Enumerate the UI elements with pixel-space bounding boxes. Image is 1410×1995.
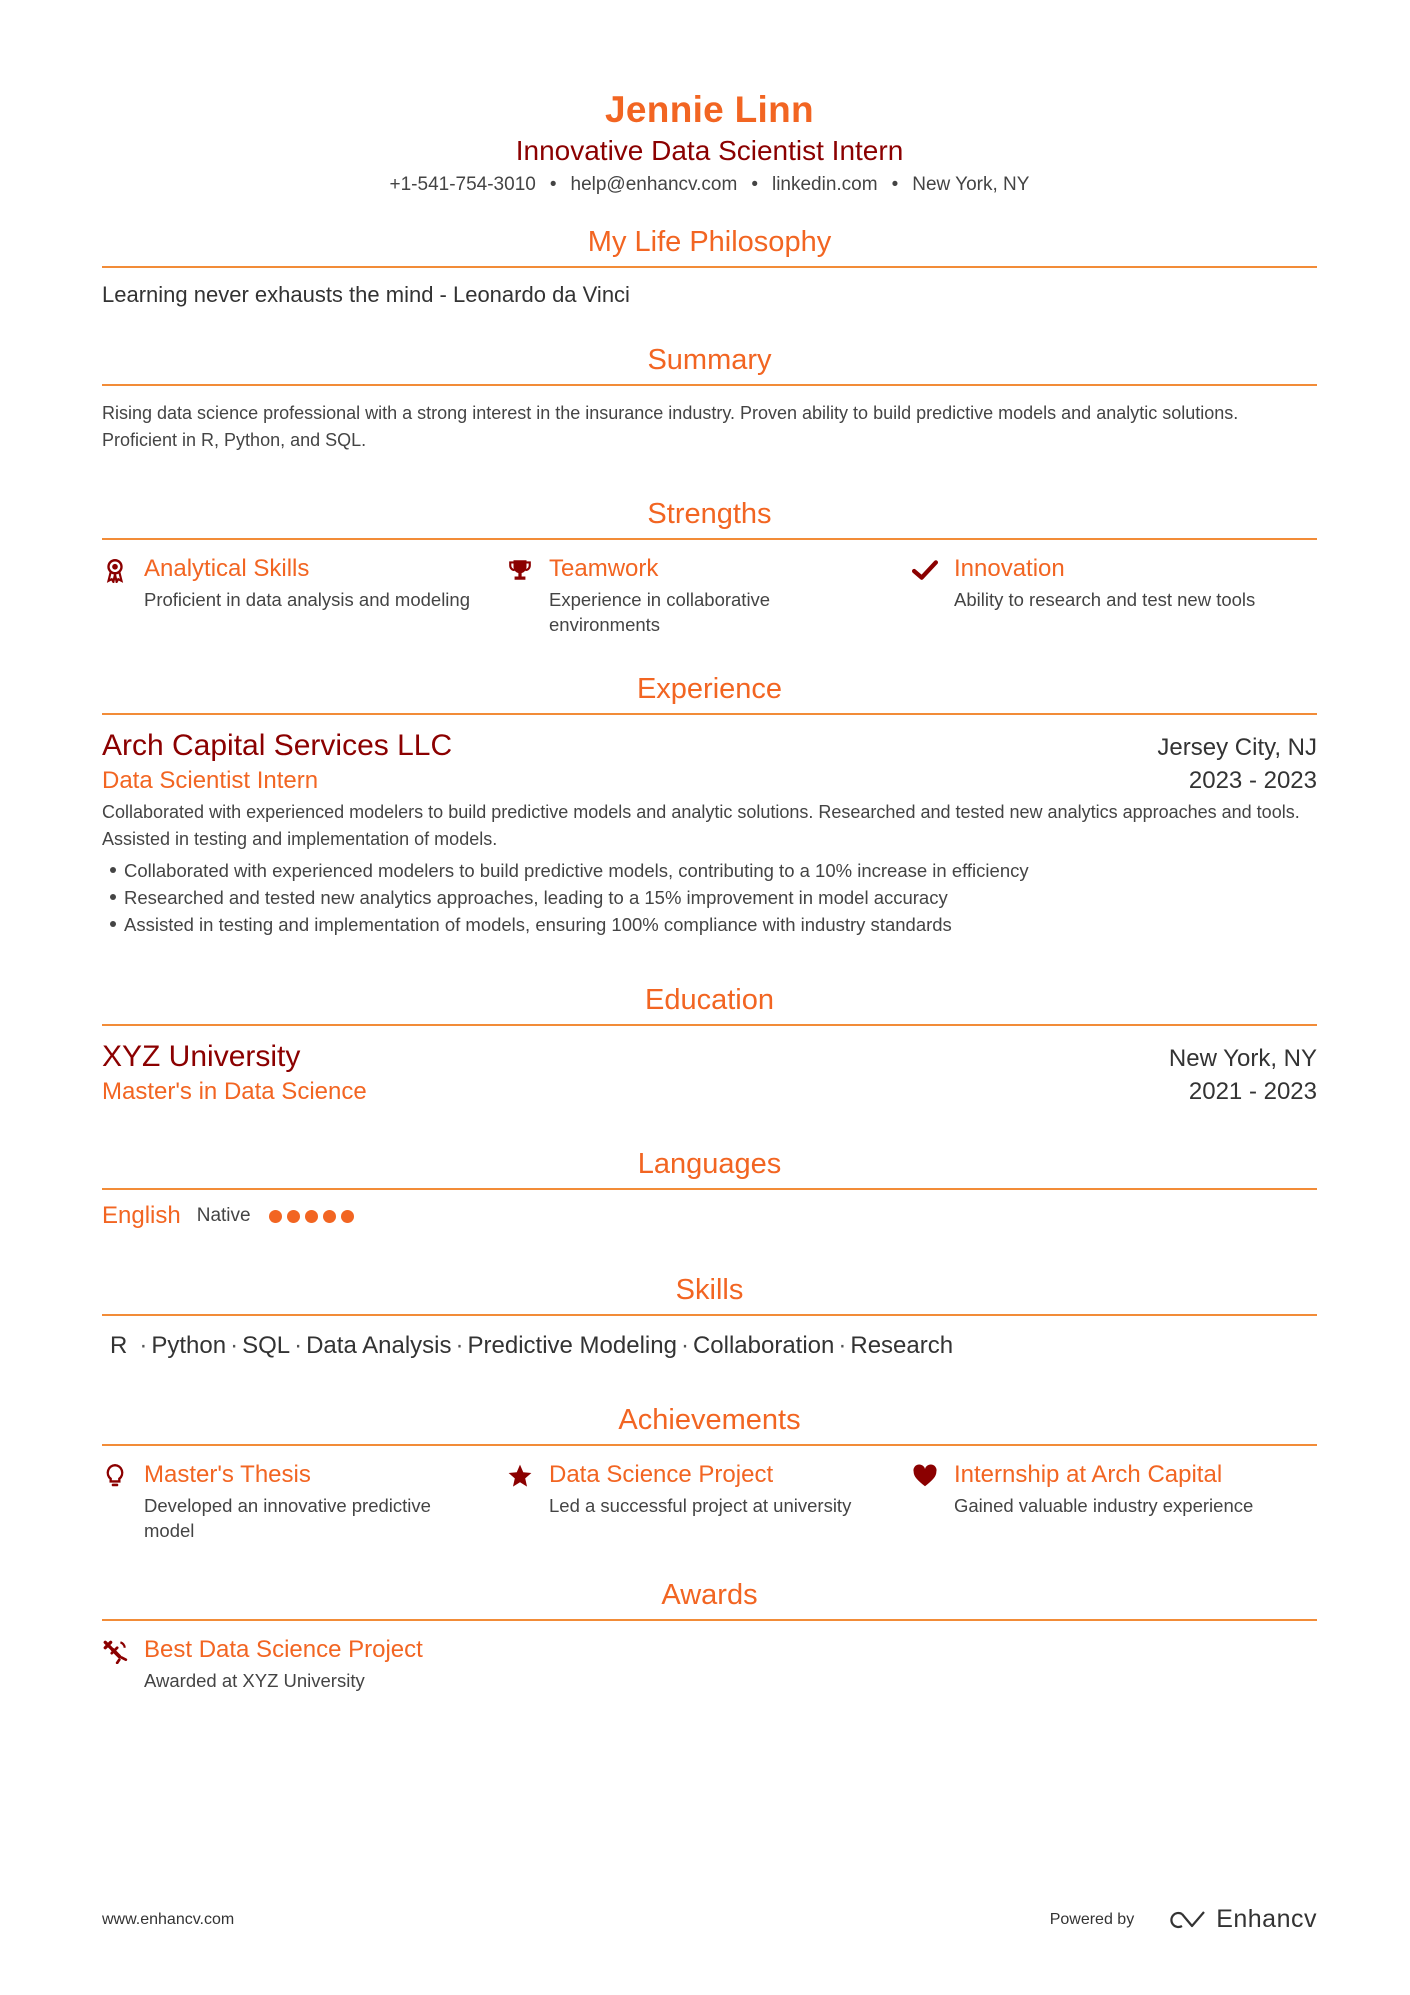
contact-phone: +1-541-754-3010 <box>389 174 536 195</box>
strength-title: Analytical Skills <box>144 555 310 582</box>
achievement-title: Data Science Project <box>549 1461 774 1488</box>
skill-separator: · <box>230 1332 239 1359</box>
contact-email: help@enhancv.com <box>570 174 738 195</box>
summary-section <box>102 342 1317 454</box>
strengths-section <box>102 496 1317 637</box>
strength-desc: Ability to research and test new tools <box>954 589 1256 610</box>
skill-separator: · <box>838 1332 847 1359</box>
section-title-achievements: Achievements <box>102 1402 1317 1446</box>
skills-list <box>102 1332 1317 1360</box>
strength-title: Innovation <box>954 555 1065 582</box>
achievement-title: Master's Thesis <box>144 1461 311 1488</box>
list-item: Collaborated with experienced modelers to build predictive models, contributing to a 10% increase in efficiency <box>102 857 1317 884</box>
candidate-name: Jennie Linn <box>605 89 814 130</box>
powered-by-label: Powered by <box>1049 1910 1135 1928</box>
rating-dot <box>287 1210 300 1223</box>
contact-location: New York, NY <box>912 174 1030 195</box>
footer-website-link[interactable]: www.enhancv.com <box>102 1910 235 1928</box>
philosophy-quote: Learning never exhausts the mind - Leonardo da Vinci <box>102 282 630 307</box>
achievements-section <box>102 1402 1317 1543</box>
award-desc: Awarded at XYZ University <box>144 1670 365 1691</box>
resume-page <box>102 0 1317 1693</box>
checkmark-icon <box>912 554 954 637</box>
skill-separator: · <box>680 1332 689 1359</box>
contact-line <box>102 174 1317 196</box>
skill-tag: Python <box>151 1332 227 1359</box>
achievement-desc: Gained valuable industry experience <box>954 1495 1254 1516</box>
section-title-strengths: Strengths <box>102 496 1317 540</box>
language-name: English <box>102 1202 181 1229</box>
resume-header <box>102 0 1317 196</box>
achievement-item <box>507 1460 912 1543</box>
experience-section <box>102 671 1317 938</box>
strength-item <box>507 554 912 637</box>
section-title-summary: Summary <box>102 342 1317 386</box>
strength-desc: Experience in collaborative environments <box>549 589 771 635</box>
education-section <box>102 982 1317 1108</box>
section-title-skills: Skills <box>102 1272 1317 1316</box>
achievements-grid <box>102 1460 1317 1543</box>
education-entry <box>102 1038 1317 1108</box>
footer-powered-by <box>1050 1905 1317 1934</box>
experience-location: Jersey City, NJ <box>1157 734 1317 761</box>
lightbulb-icon <box>102 1460 144 1543</box>
page-footer <box>102 1905 1317 1934</box>
skill-separator: · <box>139 1332 148 1359</box>
contact-separator: • <box>891 174 899 195</box>
language-rating-dots <box>269 1210 359 1223</box>
section-title-languages: Languages <box>102 1146 1317 1190</box>
heart-icon <box>912 1460 954 1543</box>
strengths-grid <box>102 554 1317 637</box>
achievement-item <box>912 1460 1317 1543</box>
section-title-experience: Experience <box>102 671 1317 715</box>
list-item: Assisted in testing and implementation of models, ensuring 100% compliance with industry standards <box>102 911 1317 938</box>
trophy-icon <box>507 554 549 637</box>
language-level: Native <box>196 1205 251 1226</box>
award-title: Best Data Science Project <box>144 1636 423 1663</box>
experience-bullets <box>102 857 1317 938</box>
section-title-education: Education <box>102 982 1317 1026</box>
enhancv-logo-icon <box>1162 1908 1208 1932</box>
achievement-desc: Led a successful project at university <box>549 1495 852 1516</box>
satellite-icon <box>102 1635 144 1693</box>
experience-position: Data Scientist Intern <box>102 767 319 794</box>
strength-desc: Proficient in data analysis and modeling <box>144 589 470 610</box>
experience-dates: 2023 - 2023 <box>1188 767 1317 794</box>
summary-text: Rising data science professional with a strong interest in the insurance industry. Proven ability to build predictive models and analytic solutions. Proficient in R, Python, and SQL. <box>102 403 1239 450</box>
candidate-role: Innovative Data Scientist Intern <box>515 135 904 166</box>
list-item: Researched and tested new analytics approaches, leading to a 15% improvement in model accuracy <box>102 884 1317 911</box>
skill-tag: Research <box>850 1332 954 1359</box>
skill-tag: R <box>110 1332 128 1359</box>
philosophy-section <box>102 224 1317 310</box>
section-title-awards: Awards <box>102 1577 1317 1621</box>
contact-separator: • <box>751 174 758 195</box>
brand-logo[interactable] <box>1162 1905 1317 1934</box>
section-title-philosophy: My Life Philosophy <box>102 224 1317 268</box>
education-school: XYZ University <box>102 1040 301 1073</box>
rating-dot <box>341 1210 354 1223</box>
star-icon <box>507 1460 549 1543</box>
awards-section <box>102 1577 1317 1693</box>
skill-tag: Predictive Modeling <box>467 1332 677 1359</box>
skill-separator: · <box>455 1332 464 1359</box>
strength-item <box>102 554 507 637</box>
achievement-title: Internship at Arch Capital <box>954 1461 1223 1488</box>
achievement-item <box>102 1460 507 1543</box>
strength-item <box>912 554 1317 637</box>
achievement-desc: Developed an innovative predictive model <box>144 1495 431 1541</box>
languages-section <box>102 1146 1317 1230</box>
experience-company: Arch Capital Services LLC <box>102 729 453 762</box>
experience-entry <box>102 727 1317 938</box>
education-location: New York, NY <box>1168 1045 1317 1072</box>
rating-dot <box>305 1210 318 1223</box>
strength-title: Teamwork <box>549 555 659 582</box>
award-item <box>102 1635 1317 1693</box>
award-ribbon-icon <box>102 554 144 637</box>
rating-dot <box>323 1210 336 1223</box>
education-dates: 2021 - 2023 <box>1188 1078 1317 1105</box>
brand-name: Enhancv <box>1216 1905 1317 1933</box>
skills-section <box>102 1272 1317 1360</box>
skill-separator: · <box>294 1332 303 1359</box>
language-item <box>102 1202 1317 1230</box>
experience-description: Collaborated with experienced modelers to build predictive models and analytic solutions. Researched and tested new analytics approaches and tools. Assisted in testing and implementation of models. <box>102 802 1300 849</box>
rating-dot <box>269 1210 282 1223</box>
skill-tag: SQL <box>242 1332 291 1359</box>
skill-tag: Data Analysis <box>306 1332 452 1359</box>
contact-separator: • <box>549 174 557 195</box>
education-degree: Master's in Data Science <box>102 1078 367 1105</box>
skill-tag: Collaboration <box>692 1332 835 1359</box>
contact-linkedin: linkedin.com <box>771 174 878 195</box>
